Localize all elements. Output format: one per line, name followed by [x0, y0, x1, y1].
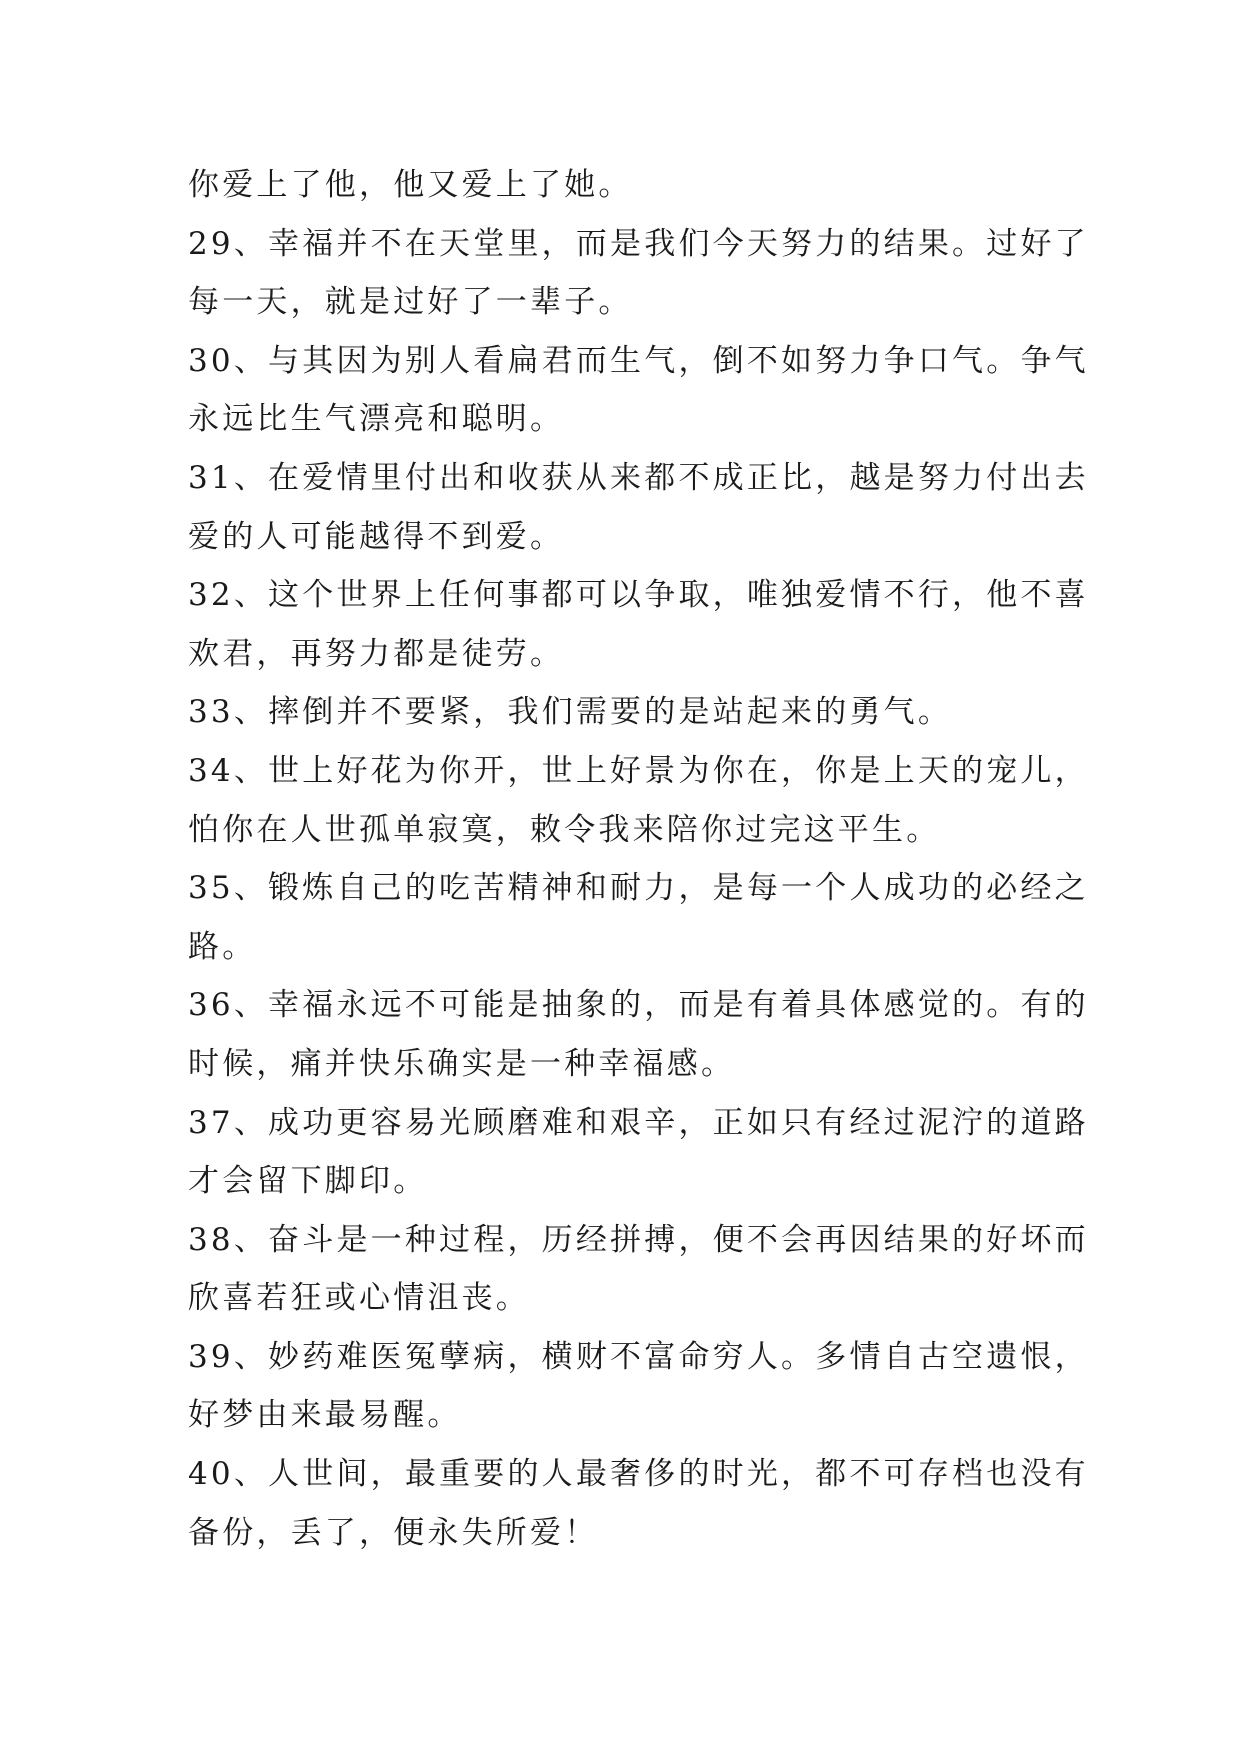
text-line: 爱的人可能越得不到爱。 [188, 518, 565, 555]
text-line: 40、人世间，最重要的人最奢侈的时光，都不可存档也没有 [188, 1456, 1089, 1493]
text-line: 30、与其因为别人看扁君而生气，倒不如努力争口气。争气 [188, 342, 1089, 379]
text-line: 34、世上好花为你开，世上好景为你在，你是上天的宠儿， [188, 752, 1089, 789]
text-line: 备份，丢了，便永失所爱！ [188, 1514, 599, 1551]
text-line: 每一天，就是过好了一辈子。 [188, 284, 633, 321]
text-line: 怕你在人世孤单寂寞，敕令我来陪你过完这平生。 [188, 811, 941, 848]
text-line: 欣喜若狂或心情沮丧。 [188, 1280, 530, 1317]
text-line: 32、这个世界上任何事都可以争取，唯独爱情不行，他不喜 [188, 577, 1089, 614]
text-line: 31、在爱情里付出和收获从来都不成正比，越是努力付出去 [188, 459, 1089, 496]
text-line: 欢君，再努力都是徒劳。 [188, 635, 565, 672]
text-line: 路。 [188, 928, 257, 965]
text-line: 33、摔倒并不要紧，我们需要的是站起来的勇气。 [188, 694, 953, 731]
text-line: 35、锻炼自己的吃苦精神和耐力，是每一个人成功的必经之 [188, 870, 1089, 907]
text-line: 永远比生气漂亮和聪明。 [188, 401, 565, 438]
text-line: 39、妙药难医冤孽病，横财不富命穷人。多情自古空遗恨， [188, 1338, 1089, 1375]
text-line: 好梦由来最易醒。 [188, 1397, 462, 1434]
text-line: 你爱上了他，他又爱上了她。 [188, 167, 633, 203]
text-line: 38、奋斗是一种过程，历经拼搏，便不会再因结果的好坏而 [188, 1221, 1089, 1258]
text-line: 29、幸福并不在天堂里，而是我们今天努力的结果。过好了 [188, 225, 1089, 262]
text-line: 37、成功更容易光顾磨难和艰辛，正如只有经过泥泞的道路 [188, 1104, 1089, 1141]
document-body [188, 156, 1089, 1562]
text-line: 才会留下脚印。 [188, 1163, 428, 1200]
text-line: 时候，痛并快乐确实是一种幸福感。 [188, 1045, 736, 1082]
text-line: 36、幸福永远不可能是抽象的，而是有着具体感觉的。有的 [188, 987, 1089, 1024]
